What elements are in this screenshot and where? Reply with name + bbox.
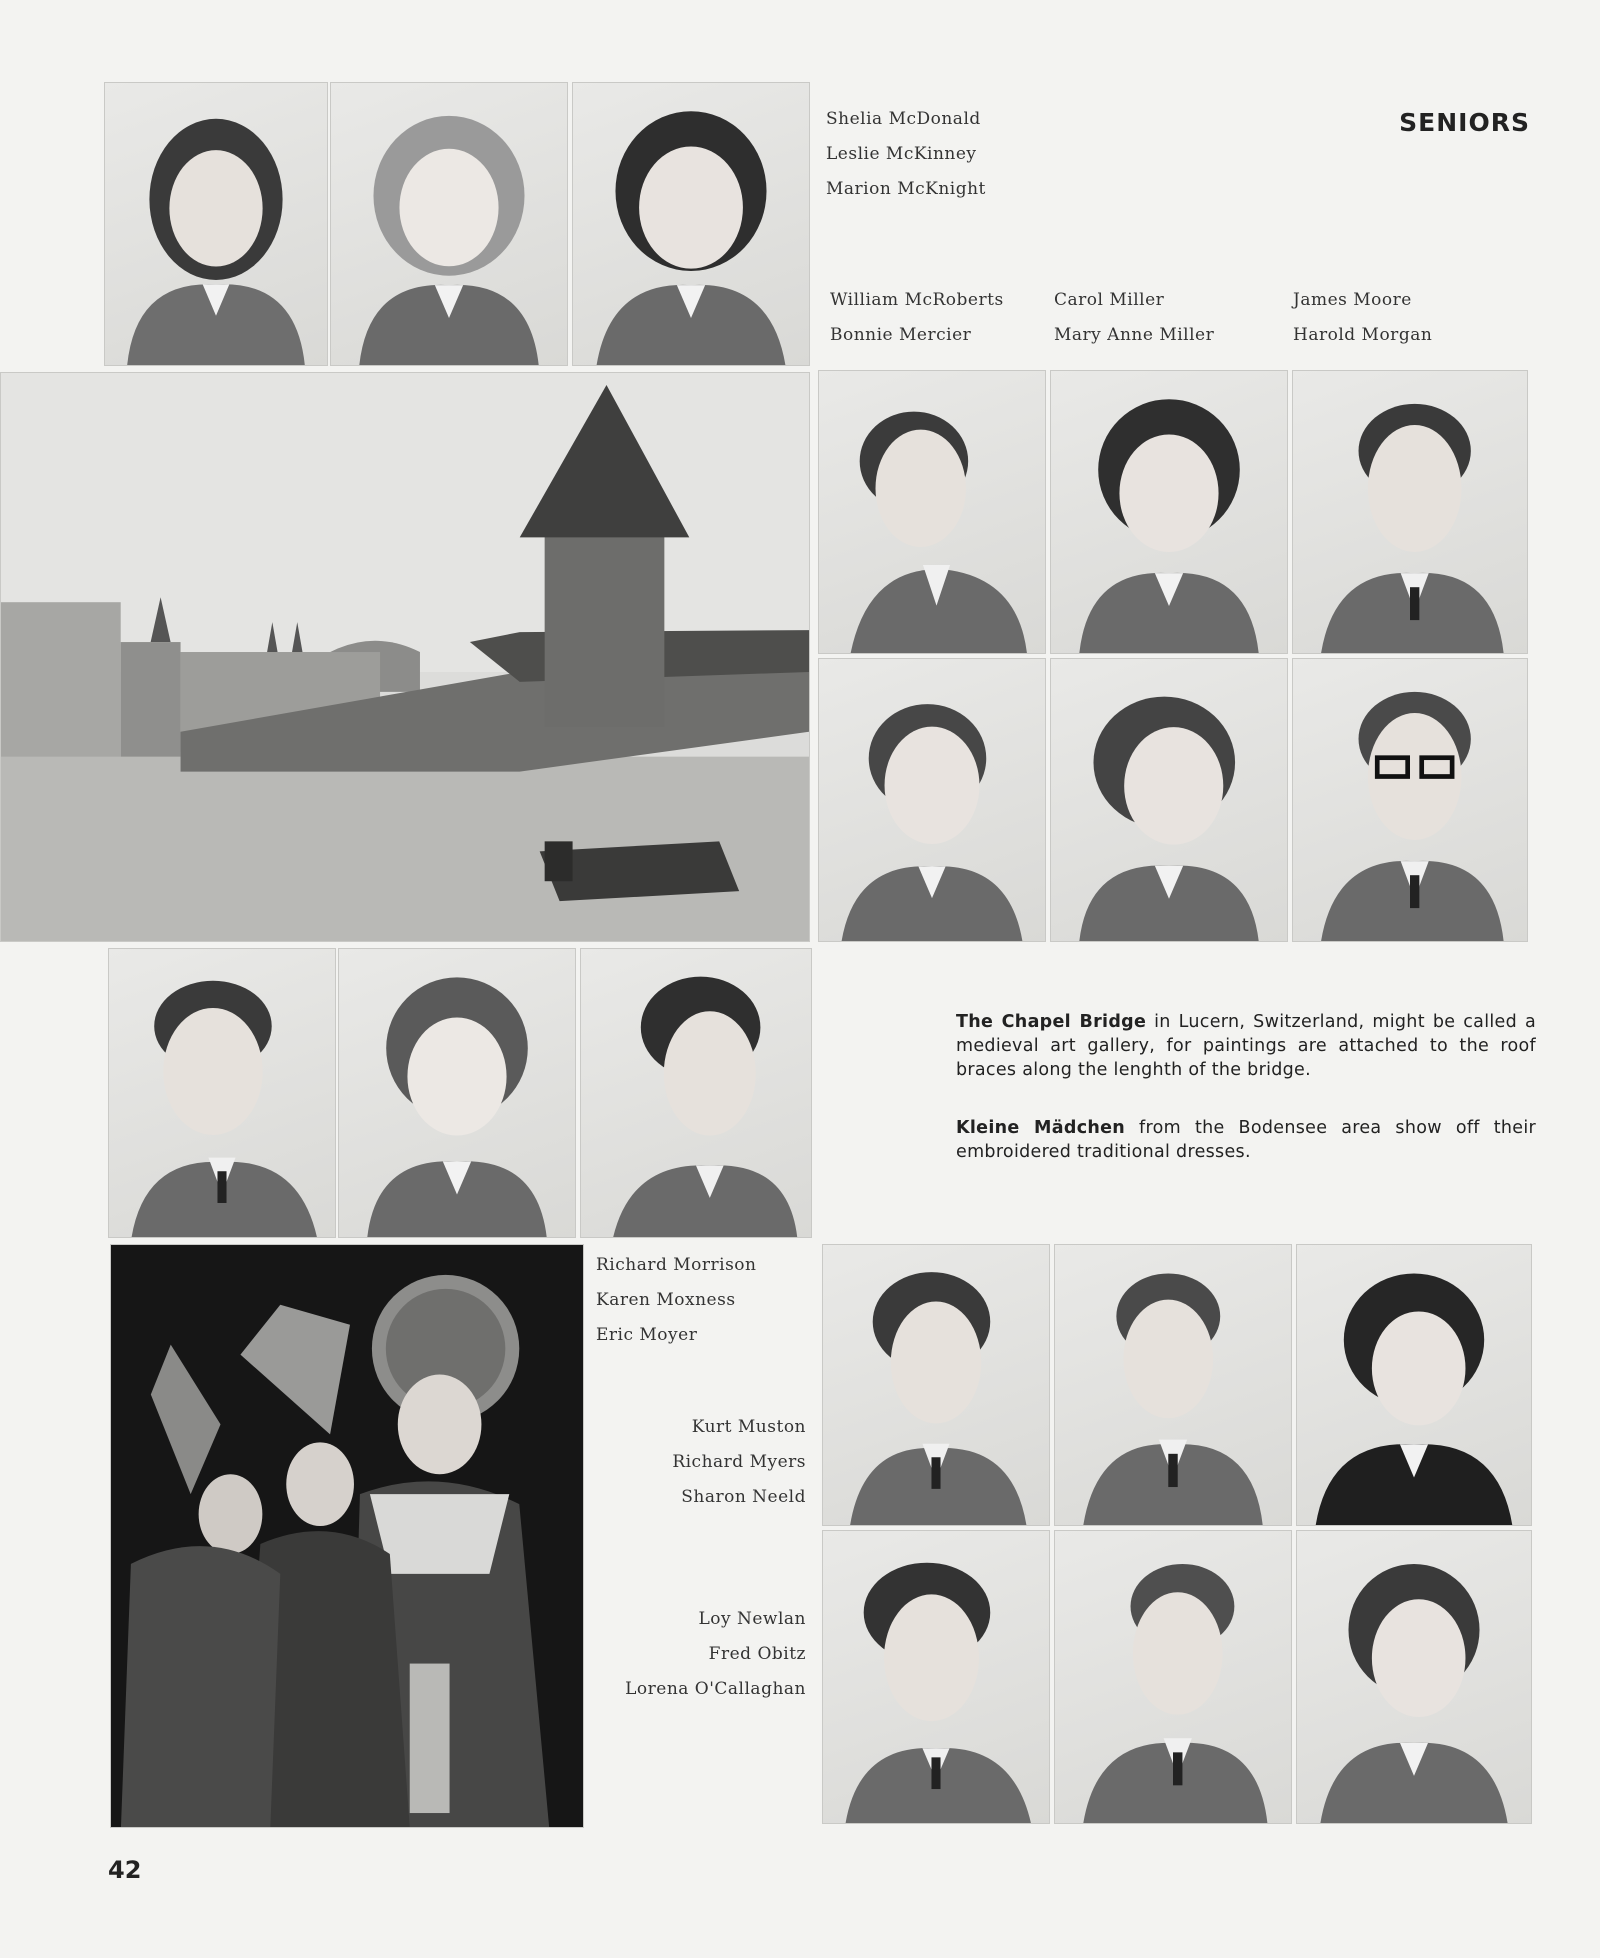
student-name: Bonnie Mercier: [830, 325, 972, 345]
student-name: Fred Obitz: [708, 1644, 806, 1664]
section-title: SENIORS: [1399, 108, 1530, 137]
portrait-marion-mcknight: [572, 82, 810, 366]
names-lower-a: [596, 1248, 757, 1353]
portrait-richard-myers: [1054, 1244, 1292, 1526]
caption-kleine-madchen: [956, 1116, 1536, 1164]
portrait-richard-morrison: [108, 948, 336, 1238]
portrait-carol-miller: [1050, 370, 1288, 654]
portrait-bonnie-mercier: [818, 658, 1046, 942]
student-name: William McRoberts: [830, 290, 1004, 310]
student-name: Richard Morrison: [596, 1255, 757, 1275]
caption-text: from the Bodensee area show off their embroidered traditional dresses.: [956, 1118, 1537, 1162]
caption-chapel-bridge: [956, 1010, 1536, 1082]
student-name: Sharon Neeld: [681, 1487, 806, 1507]
student-name: Mary Anne Miller: [1054, 325, 1215, 345]
student-name: Lorena O'Callaghan: [625, 1679, 806, 1699]
student-name: Harold Morgan: [1293, 325, 1433, 345]
portrait-james-moore: [1292, 370, 1528, 654]
caption-text: in Lucern, Switzerland, might be called a medieval art gallery, for paintings are attached to the roof braces along the lenghth of the bridge.: [956, 1012, 1536, 1080]
portrait-fred-obitz: [1054, 1530, 1292, 1824]
caption-lead: The Chapel Bridge: [956, 1012, 1147, 1032]
chapel-bridge-photo: [0, 372, 810, 942]
caption-lead: Kleine Mädchen: [956, 1118, 1126, 1138]
student-name: Karen Moxness: [596, 1290, 736, 1310]
traditional-dress-photo: [110, 1244, 584, 1828]
portrait-kurt-muston: [822, 1244, 1050, 1526]
student-name: James Moore: [1293, 290, 1412, 310]
portrait-eric-moyer: [580, 948, 812, 1238]
names-lower-c: [596, 1602, 806, 1707]
student-name: Eric Moyer: [596, 1325, 698, 1345]
names-lower-b: [596, 1410, 806, 1515]
student-name: Kurt Muston: [691, 1417, 806, 1437]
names-col1: [830, 283, 1004, 353]
names-col2: [1054, 283, 1214, 353]
portrait-mary-anne-miller: [1050, 658, 1288, 942]
student-name: Loy Newlan: [698, 1609, 806, 1629]
student-name: Richard Myers: [672, 1452, 806, 1472]
portrait-karen-moxness: [338, 948, 576, 1238]
portrait-william-mcroberts: [818, 370, 1046, 654]
portrait-loy-newlan: [822, 1530, 1050, 1824]
portrait-shelia-mcdonald: [104, 82, 328, 366]
student-name: Shelia McDonald: [826, 109, 981, 129]
portrait-lorena-ocallaghan: [1296, 1530, 1532, 1824]
page-number: 42: [108, 1856, 142, 1884]
student-name: Leslie McKinney: [826, 144, 977, 164]
names-col3: [1293, 283, 1432, 353]
portrait-sharon-neeld: [1296, 1244, 1532, 1526]
student-name: Marion McKnight: [826, 179, 986, 199]
student-name: Carol Miller: [1054, 290, 1165, 310]
portrait-leslie-mckinney: [330, 82, 568, 366]
portrait-harold-morgan: [1292, 658, 1528, 942]
names-top: [826, 102, 986, 207]
